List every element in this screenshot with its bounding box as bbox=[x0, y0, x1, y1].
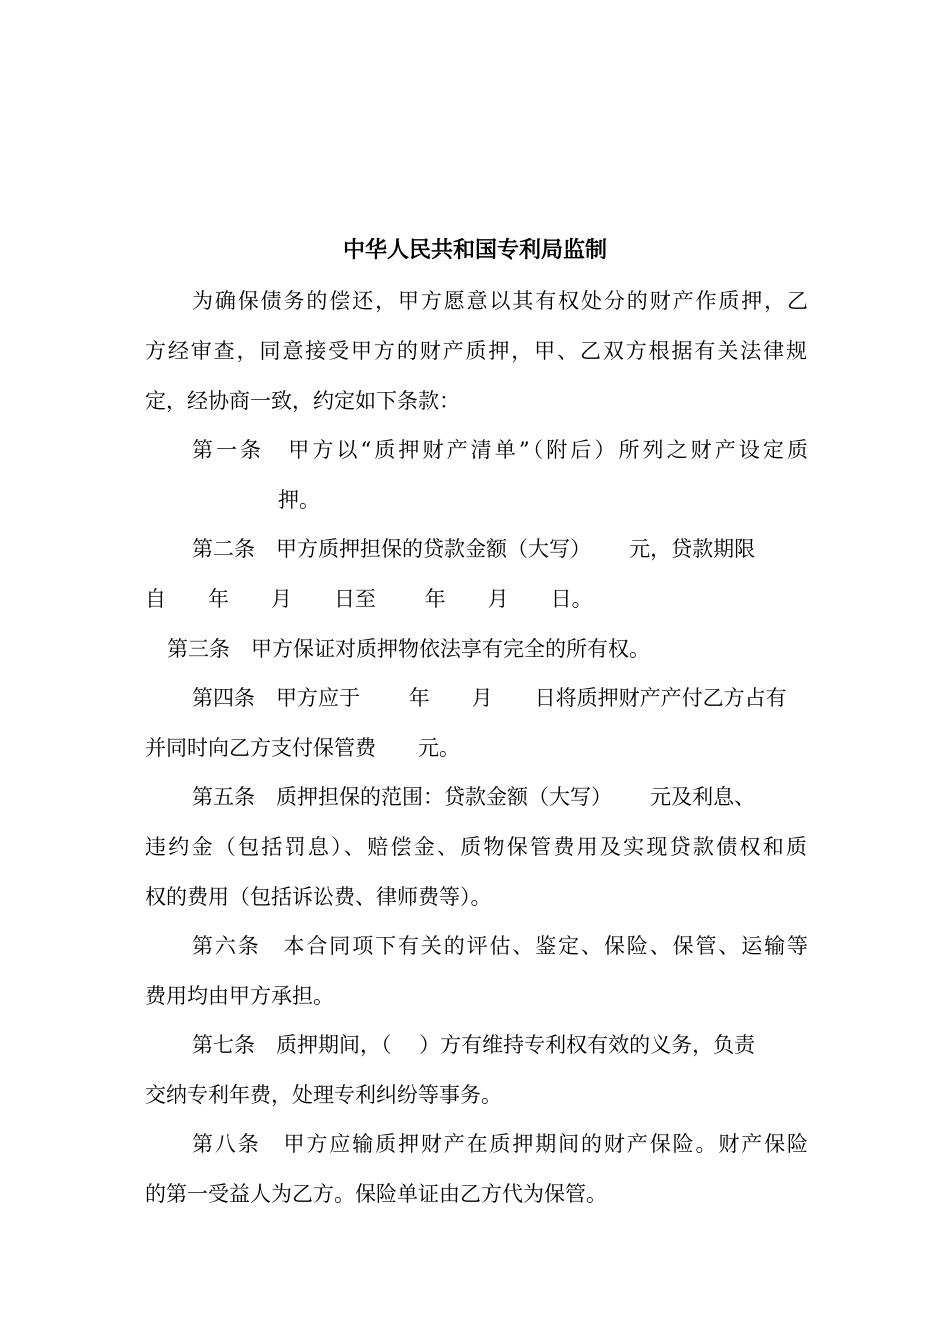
article-5-line-1: 第五条 质押担保的范围：贷款金额（大写） 元及利息、 bbox=[192, 785, 756, 809]
article-1-line-2: 押。 bbox=[278, 488, 320, 512]
article-8-line-1: 第八条 甲方应输质押财产在质押期间的财产保险。财产保险 bbox=[192, 1132, 808, 1156]
page-title: 中华人民共和国专利局监制 bbox=[342, 238, 607, 263]
article-1-line-1: 第一条 甲方以“质押财产清单”（附后）所列之财产设定质 bbox=[192, 438, 808, 462]
article-7-line-1: 第七条 质押期间，（ ）方有维持专利权有效的义务，负责 bbox=[192, 1033, 756, 1057]
article-2-line-1: 第二条 甲方质押担保的贷款金额（大写） 元，贷款期限 bbox=[192, 537, 756, 561]
article-5-line-3: 权的费用（包括诉讼费、律师费等）。 bbox=[145, 885, 492, 909]
article-2-line-2: 自 年 月 日至 年 月 日。 bbox=[145, 587, 593, 611]
article-4-line-2: 并同时向乙方支付保管费 元。 bbox=[145, 736, 460, 760]
article-5-line-2: 违约金（包括罚息）、赔偿金、质物保管费用及实现贷款债权和质 bbox=[145, 835, 807, 859]
article-4-line-1: 第四条 甲方应于 年 月 日将质押财产产付乙方占有 bbox=[192, 686, 787, 710]
preamble-line-1: 为确保债务的偿还，甲方愿意以其有权处分的财产作质押，乙 bbox=[192, 289, 808, 313]
article-6-line-2: 费用均由甲方承担。 bbox=[145, 984, 334, 1008]
article-8-line-2: 的第一受益人为乙方。保险单证由乙方代为保管。 bbox=[145, 1182, 607, 1206]
article-7-line-2: 交纳专利年费，处理专利纠纷等事务。 bbox=[145, 1083, 502, 1107]
article-6-line-1: 第六条 本合同项下有关的评估、鉴定、保险、保管、运输等 bbox=[192, 934, 808, 958]
preamble-line-2: 方经审查，同意接受甲方的财产质押，甲、乙双方根据有关法律规 bbox=[145, 339, 807, 363]
preamble-line-3: 定，经协商一致，约定如下条款： bbox=[145, 389, 460, 413]
article-3-line-1: 第三条 甲方保证对质押物依法享有完全的所有权。 bbox=[167, 637, 650, 661]
